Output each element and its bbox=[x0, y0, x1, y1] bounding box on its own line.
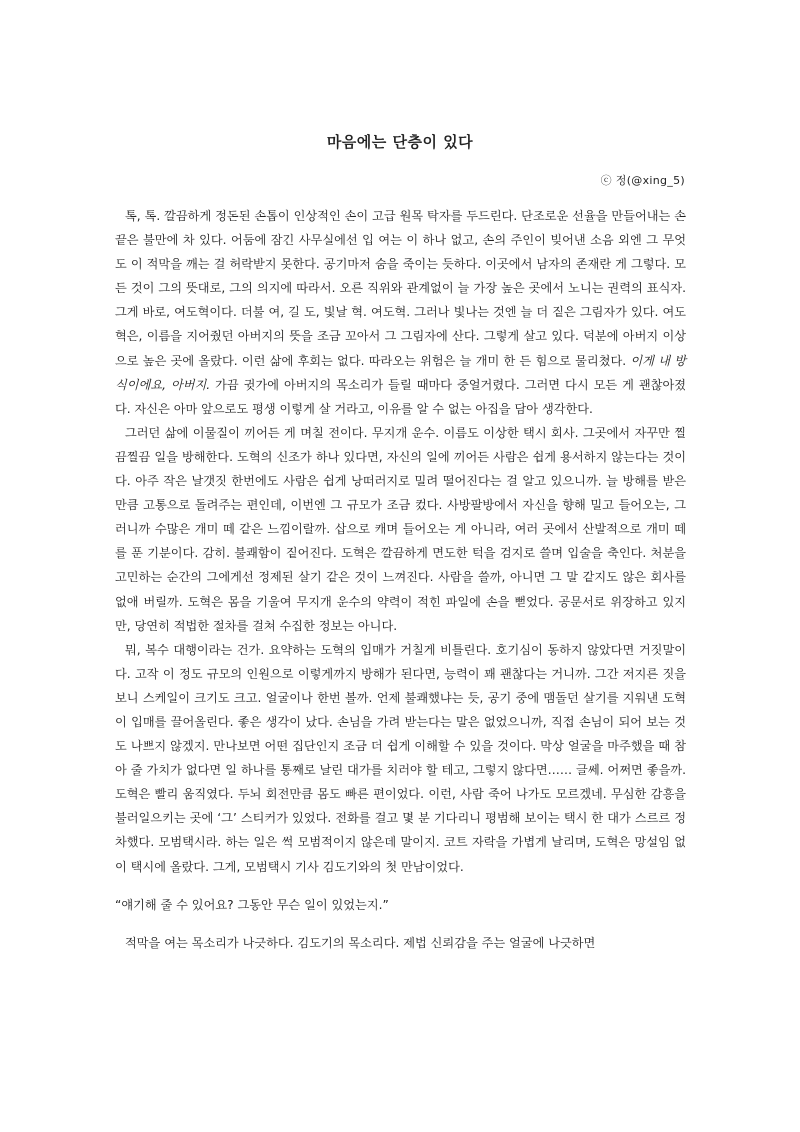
document-title: 마음에는 단층이 있다 bbox=[326, 133, 474, 151]
paragraph-1 bbox=[115, 204, 686, 421]
paragraph-1-text: 톡, 톡. 깔끔하게 정돈된 손톱이 인상적인 손이 고급 원목 탁자를 두드린다. 단조로운 선율을 만들어내는 손끝은 불만에 차 있다. 어둠에 잠긴 사무실에선 입 여는 이 하나 없고, 손의 주인이 빚어낸 소음 외엔 그 무엇도 이 적막을 깨는 걸 허락받지 못한다. 공기마저 숨을 죽이는 듯하다. 이곳에서 남자의 존재란 게 그렇다. 모든 것이 그의 뜻대로, 그의 의지에 따라서. 오른 직위와 관계없이 늘 가장 높은 곳에서 노니는 권력의 표식자. 그게 바로, 여도혁이다. 더불 여, 길 도, 빛날 혁. 여도혁. 그러나 빛나는 것엔 늘 더 짙은 그림자가 있다. 여도혁은, 이름을 지어줬던 아버지의 뜻을 조금 꼬아서 그 그림자에 산다. 그렇게 살고 있다. 덕분에 아버지 이상으로 높은 곳에 올랐다. 이런 삶에 후회는 없다. 따라오는 위험은 늘 개미 한 든 힘으로 물리쳤다. bbox=[115, 209, 686, 368]
paragraph-1-text-cont: 가끔 귓가에 아버지의 목소리가 들릴 때마다 중얼거렸다. 그러면 다시 모든 게 괜찮아졌다. 자신은 아마 앞으로도 평생 이렇게 살 거라고, 이유를 알 수 없는 아집을 담아 생각한다. bbox=[115, 377, 686, 416]
paragraph-3-text: 뭐, 복수 대행이라는 건가. 요약하는 도혁의 입매가 거칠게 비틀린다. 호기심이 동하지 않았다면 거짓말이다. 고작 이 정도 규모의 인원으로 이렇게까지 방해가 된다면, 능력이 꽤 괜찮다는 거니까. 그간 저지른 짓을 보니 스케일이 크기도 크고. 얼굴이나 한번 볼까. 언제 불쾌했냐는 듯, 공기 중에 맴돌던 살기를 지워낸 도혁이 입매를 끌어올린다. 좋은 생각이 났다. 손님을 가려 받는다는 말은 없었으니까, 직접 손님이 되어 보는 것도 나쁘지 않겠지. 만나보면 어떤 집단인지 조금 더 쉽게 이해할 수 있을 것이다. 막상 얼굴을 마주했을 때 참아 줄 가치가 없다면 일 하나를 통째로 날린 대가를 치러야 할 테고, 그렇지 않다면…… 글쎄. 어쩌면 좋을까. 도혁은 빨리 움직였다. 두뇌 회전만큼 몸도 빠른 편이었다. 이런, 사람 죽어 나가도 모르겠네. 무심한 감흥을 불러일으키는 곳에 ‘그’ 스티커가 있었다. 전화를 걸고 몇 분 기다리니 평범해 보이는 택시 한 대가 스르르 정차했다. 모범택시라. 하는 일은 썩 모범적이지 않은데 말이지. 코트 자락을 가볍게 날리며, 도혁은 망설임 없이 택시에 올랐다. 그게, 모범택시 기사 김도기와의 첫 만남이었다. bbox=[115, 642, 686, 874]
paragraph-2-text: 그러던 삶에 이물질이 끼어든 게 며칠 전이다. 무지개 운수. 이름도 이상한 택시 회사. 그곳에서 자꾸만 찔끔찔끔 일을 방해한다. 도혁의 신조가 하나 있다면, 자신의 일에 끼어든 사람은 쉽게 용서하지 않는다는 것이다. 아주 작은 날갯짓 한번에도 사람은 쉽게 낭떠러지로 밀려 떨어진다는 걸 알고 있으니까. 늘 방해를 받은 만큼 고통으로 돌려주는 편인데, 이번엔 그 규모가 조금 컸다. 사방팔방에서 자신을 향해 밀고 들어오는, 그러니까 수많은 개미 떼 같은 느낌이랄까. 삽으로 캐며 들어오는 게 아니라, 여러 곳에서 산발적으로 개미 떼를 푼 기분이다. 감히. 불쾌함이 짙어진다. 도혁은 깔끔하게 면도한 턱을 검지로 쓸며 입술을 축인다. 처분을 고민하는 순간의 그에게선 정제된 살기 같은 것이 느껴진다. 사람을 쓸까, 아니면 그 말 같지도 않은 회사를 없애 버릴까. 도혁은 몸을 기울여 무지개 운수의 약력이 적힌 파일에 손을 뻗었다. 공문서로 위장하고 있지만, 당연히 적법한 절차를 걸쳐 수집한 정보는 아니다. bbox=[115, 425, 686, 633]
paragraph-1-italic-quote: 이게 내 방식이에요, 아버지. bbox=[115, 353, 687, 392]
paragraph-3 bbox=[115, 638, 686, 879]
paragraph-4: 적막을 여는 목소리가 나긋하다. 김도기의 목소리다. 제법 신뢰감을 주는 얼굴에 나긋하면 bbox=[125, 935, 596, 950]
author-byline: ⓒ 정(@xing_5) bbox=[600, 174, 685, 187]
dialog-line: “얘기해 줄 수 있어요? 그동안 무슨 일이 있었는지.” bbox=[115, 897, 389, 912]
story-body bbox=[115, 204, 686, 955]
paragraph-2 bbox=[115, 421, 686, 638]
